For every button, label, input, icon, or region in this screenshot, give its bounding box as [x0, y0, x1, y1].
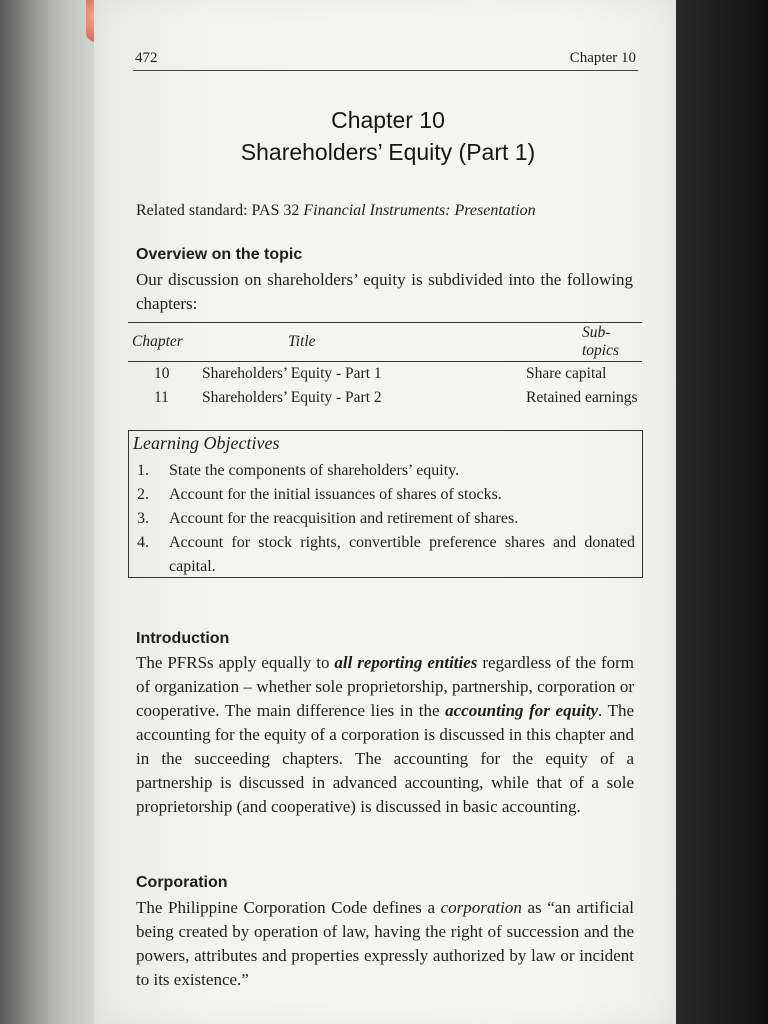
- table-cell: Share capital: [526, 365, 607, 382]
- running-head-chapter: Chapter 10: [569, 50, 636, 66]
- corporation-text-2: as “an artificial being created by operation of law, having the right of succession and the powers, attributes and properties expressly authorized by law or incident to its existence.”: [136, 898, 634, 989]
- introduction-text-1: The PFRSs apply equally to: [136, 653, 335, 672]
- corporation-heading: Corporation: [136, 874, 228, 891]
- running-header: [133, 48, 638, 71]
- overview-heading: Overview on the topic: [136, 246, 303, 263]
- list-item-text: Account for stock rights, convertible preference shares and donated capital.: [169, 534, 635, 575]
- introduction-heading: Introduction: [136, 630, 230, 647]
- table-cell: Shareholders’ Equity - Part 1: [202, 365, 382, 382]
- background-left: [0, 0, 100, 1024]
- list-item-number: 3.: [137, 510, 149, 527]
- related-standard-label: Related standard: PAS 32: [136, 202, 304, 219]
- list-item: [137, 507, 635, 531]
- list-item-number: 4.: [137, 534, 149, 551]
- chapter-heading: Chapter 10: [331, 107, 445, 133]
- chapter-title: Shareholders’ Equity (Part 1): [240, 139, 536, 165]
- column-header-title: Title: [198, 323, 522, 362]
- overview-table: [128, 322, 642, 410]
- related-standard-name: Financial Instruments: Presentation: [303, 202, 536, 219]
- chapter-title-block: [100, 104, 676, 168]
- list-item: [137, 459, 635, 483]
- page-number: 472: [135, 50, 158, 66]
- list-item: [137, 531, 635, 579]
- introduction-paragraph: [136, 651, 634, 819]
- introduction-text-2: regardless of the form of organization – whether sole proprietorship, partnership, corporation or cooperative. The main difference lies in the: [136, 653, 634, 720]
- learning-objectives-list: [137, 459, 635, 579]
- column-header-subtopics: Sub-topics: [522, 323, 642, 362]
- table-row: [128, 362, 642, 387]
- table-cell: 11: [154, 389, 169, 406]
- overview-text: Our discussion on shareholders’ equity is subdivided into the following chapters:: [136, 270, 633, 313]
- table-row: [128, 386, 642, 410]
- list-item-number: 1.: [137, 462, 149, 479]
- list-item-text: State the components of shareholders’ equity.: [169, 462, 460, 479]
- corporation-text-1: The Philippine Corporation Code defines a: [136, 898, 441, 917]
- learning-objectives-title: Learning Objectives: [133, 433, 280, 453]
- introduction-emphasis-2: accounting for equity: [445, 701, 599, 720]
- list-item-text: Account for the reacquisition and retirement of shares.: [169, 510, 519, 527]
- table-cell: 10: [154, 365, 170, 382]
- corporation-paragraph: [136, 896, 634, 992]
- column-header-chapter: Chapter: [128, 323, 198, 362]
- background-right: [676, 0, 768, 1024]
- table-header-row: [128, 323, 642, 362]
- table-cell: Retained earnings: [526, 389, 638, 406]
- related-standard: [136, 202, 536, 220]
- introduction-emphasis-1: all reporting entities: [334, 653, 478, 672]
- corporation-emphasis: corporation: [440, 898, 522, 917]
- introduction-text-3: . The accounting for the equity of a corporation is discussed in this chapter and in the succeeding chapters. The accounting for the equity of a partnership is discussed in advanced accounting, while that of a sole proprietorship (and cooperative) is discussed in basic accounting.: [136, 701, 635, 816]
- list-item-number: 2.: [137, 486, 149, 503]
- table-cell: Shareholders’ Equity - Part 2: [202, 389, 382, 406]
- list-item-text: Account for the initial issuances of shares of stocks.: [169, 486, 502, 503]
- list-item: [137, 483, 635, 507]
